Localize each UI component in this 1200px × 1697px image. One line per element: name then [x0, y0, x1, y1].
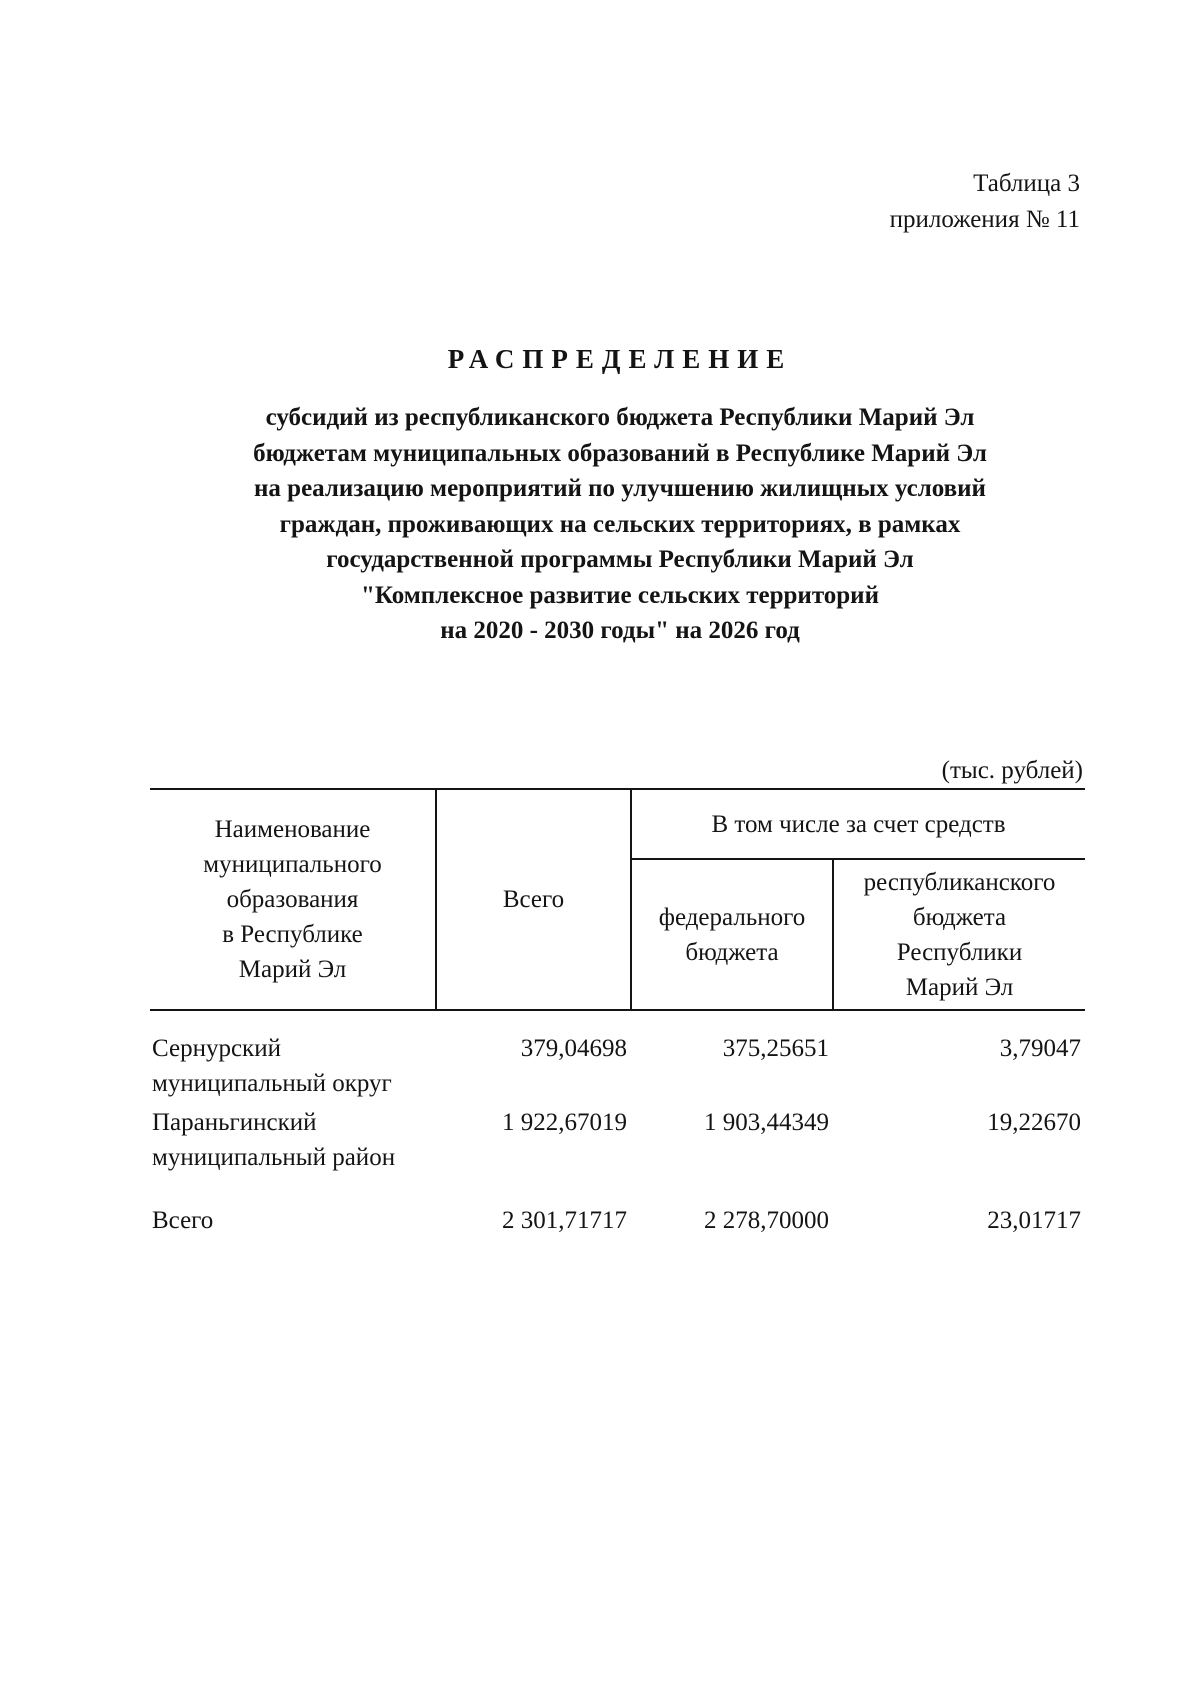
column-header-name [150, 789, 436, 1010]
name-line: Параньгинский [152, 1109, 317, 1136]
units-label: (тыс. рублей) [941, 757, 1083, 784]
subtitle-line: "Комплексное развитие сельских территорий [360, 581, 879, 609]
table-row [150, 1101, 1085, 1175]
subtitle-line: на 2020 - 2030 годы" на 2026 год [440, 617, 800, 644]
subtitle-line: бюджетам муниципальных образований в Республике Марий Эл [253, 439, 987, 467]
row-total: 1 922,67019 [502, 1109, 627, 1136]
row-total: 379,04698 [520, 1035, 627, 1062]
row-federal: 1 903,44349 [704, 1109, 829, 1136]
row-republic: 19,22670 [987, 1109, 1081, 1136]
column-header-federal [631, 859, 833, 1010]
header-line: федерального [658, 903, 806, 931]
name-line: муниципальный район [152, 1144, 396, 1171]
appendix-number: приложения № 11 [889, 206, 1080, 233]
header-line: Марий Эл [238, 956, 347, 983]
total-row [150, 1175, 1085, 1238]
table-number: Таблица 3 [973, 170, 1080, 197]
row-name [150, 1010, 436, 1101]
header-line: Республики [896, 938, 1023, 966]
table-row [150, 1010, 1085, 1101]
header-line: Марий Эл [905, 973, 1014, 1001]
column-header-total: Всего [436, 789, 631, 1010]
header-line: бюджета [685, 938, 779, 966]
header-line: Наименование [214, 816, 371, 843]
distribution-table [150, 788, 1085, 1238]
column-header-group: В том числе за счет средств [631, 789, 1085, 859]
name-line: муниципальный округ [152, 1070, 392, 1097]
row-republic: 3,79047 [999, 1035, 1081, 1062]
table-body [150, 1010, 1085, 1238]
header-line: образования [226, 886, 359, 913]
total-row-republic: 23,01717 [987, 1207, 1081, 1234]
subtitle-line: государственной программы Республики Марий Эл [326, 546, 914, 573]
header-line: бюджета [912, 903, 1007, 931]
subtitle-line: на реализацию мероприятий по улучшению жилищных условий [254, 475, 986, 502]
subtitle-line: субсидий из республиканского бюджета Республики Марий Эл [265, 404, 975, 431]
document-heading: РАСПРЕДЕЛЕНИЕ [447, 344, 793, 374]
subtitle-line: граждан, проживающих на сельских территориях, в рамках [279, 510, 961, 538]
total-row-federal: 2 278,70000 [704, 1207, 829, 1234]
table-header [150, 789, 1085, 1010]
total-row-total: 2 301,71717 [502, 1207, 627, 1234]
header-line: муниципального [203, 851, 382, 878]
row-name [150, 1101, 436, 1175]
table-reference [890, 166, 1080, 238]
name-line: Сернурский [152, 1035, 281, 1062]
header-line: в Республике [222, 921, 363, 948]
total-row-name: Всего [152, 1207, 214, 1234]
row-federal: 375,25651 [722, 1035, 829, 1062]
document-subtitle [150, 400, 1090, 649]
header-line: республиканского [863, 868, 1056, 896]
column-header-republic [833, 859, 1085, 1010]
